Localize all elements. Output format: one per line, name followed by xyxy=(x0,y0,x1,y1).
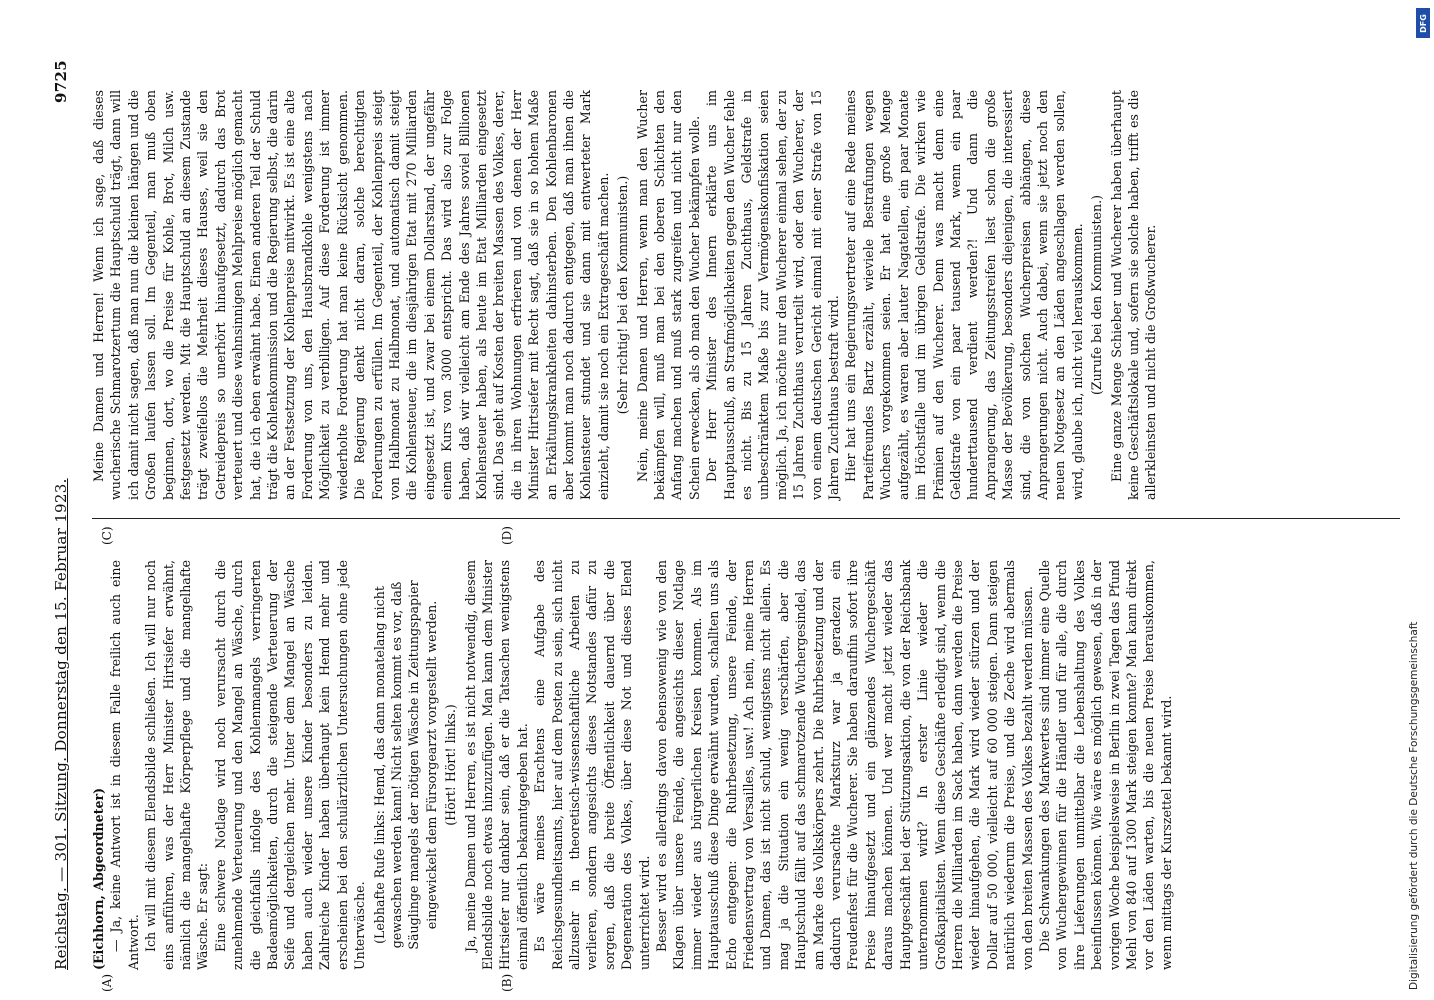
speaker-label: (Eichhorn, Abgeordneter) xyxy=(91,787,106,970)
paragraph: Nein, meine Damen und Herren, wenn man den Wucher bekämpfen will, muß man bei den oberen Schichten den Anfang machen und muß stark zugreifen und nicht nur den Schein erwecken, als ob man den Wucher bekämpfen wolle. xyxy=(634,90,702,500)
paragraph: Ja, meine Damen und Herren, es ist nicht notwendig, diesem Elendsbilde noch etwas hinzuzufügen. Man kann dem Minister Hirtsiefer nur dankbar sein, daß er die Tatsachen wenigstens einmal öffentlich bekanntgegeben hat. xyxy=(462,560,530,970)
dfg-logo: DFG xyxy=(1416,8,1430,38)
interjection: (Hört! Hört! links.) xyxy=(443,704,459,826)
paragraph: Meine Damen und Herren! Wenn ich sage, daß dieses wucherische Schmarotzertum die Hauptschuld trägt, dann will ich damit nicht sagen, daß man nun die kleinen hängen und die Großen laufen lassen soll. Im Gegenteil, man muß oben beginnen, dort, wo die Preise für Kohle, Brot, Milch usw. festgesetzt werden. Mit die Hauptschuld an diesem Zustande trägt zweifellos die Mehrheit dieses Hauses, weil sie den Getreidepreis so unerhört hinaufgesetzt, dadurch das Brot verteuert und diese wahnsinnigen Mehlpreise möglich gemacht hat, die ich eben erwähnt habe. Einen anderen Teil der Schuld trägt die Kohlenkommission und die Regierung selbst, die darin an der Festsetzung der Kohlenpreise mitwirkt. Es ist eine alte Forderung von uns, den Hausbrandkohle wenigstens nach Möglichkeit zu verbilligen. Auf diese Forderung ist immer wiederholte Forderung hat man keine Rücksicht genommen. Die Regierung denkt nicht daran, solche berechtigten Forderungen zu erfüllen. Im Gegenteil, der Kohlenpreis steigt von Halbmonat zu Halbmonat, und automatisch damit steigt die Kohlensteuer, die im diesjährigen Etat mit 270 Milliarden eingesetzt ist, und zwar bei einem Dollarstand, der ungefähr einem Kurs von 3000 entspricht. Das wird also zur Folge haben, daß wir vielleicht am Ende des Jahres soviel Billionen Kohlensteuer haben, als heute im Etat Milliarden eingesetzt sind. Das geht auf Kosten der breiten Massen des Volkes, derer, die in ihren Wohnungen erfrieren und von denen der Herr Minister Hirtsiefer mit Recht sagt, daß sie in so hohem Maße an Erkältungskrankheiten dahinsterben. Den Kohlenbaronen aber kommt man noch dadurch entgegen, daß man ihnen die Kohlensteuer stundet und sie dann mit entwerteter Mark einzieht, damit sie noch ein Extrageschäft machen. xyxy=(91,90,611,500)
interjection: (Sehr richtig! bei den Kommunisten.) xyxy=(615,175,631,415)
margin-marker-d: (D) xyxy=(500,526,514,545)
paragraph: Es wäre meines Erachtens eine Aufgabe des Reichsgesundheitsamts, hier auf dem Posten zu sein, sich nicht allzusehr in theoretisch-wissenschaftliche Arbeiten zu verlieren, sondern angesichts dieses Notstandes dafür zu sorgen, daß die breite Öffentlichkeit dauernd über die Degeneration des Volkes, über diese Not und dieses Elend unterrichtet wird. xyxy=(532,560,652,970)
paragraph: Besser wird es allerdings davon ebensowenig wie von den Klagen über unsere Feinde, die angesichts dieser Notlage immer wieder aus bürgerlichen Kreisen kommen. Als im Hauptausschuß diese Dinge erwähnt wurden, schallten uns als Echo entgegen: die Ruhrbesetzung, unsere Feinde, der Friedensvertrag von Versailles, usw.! Ach nein, meine Herren und Damen, das ist nicht schuld, wenigstens nicht allein. Es mag ja die Situation ein wenig verschärfen, aber die Hauptschuld fällt auf das schmarotzende Wuchergesindel, das am Marke des Volkskörpers zehrt. Die Ruhrbesetzung und der dadurch verursachte Marksturz war ja geradezu ein Freudenfest für die Wucherer. Sie haben daraufhin sofort ihre Preise hinaufgesetzt und ein glänzendes Wuchergeschäft daraus machen können. Und wer macht jetzt wieder das Hauptgeschäft bei der Stützungsaktion, die von der Reichsbank unternommen wird? In erster Linie wieder die Großkapitalisten. Wenn diese Geschäfte erledigt sind, wenn die Herren die Milliarden im Sack haben, dann werden die Preise wieder hinaufgehen, die Mark wird wieder stürzen und der Dollar auf 50 000, vielleicht auf 60 000 steigen. Dann steigen natürlich wiederum die Preise, und die Zeche wird abermals von den breiten Massen des Volkes bezahlt werden müssen. xyxy=(654,560,1035,970)
paragraph: — Ja, keine Antwort ist in diesem Falle freilich auch eine Antwort. xyxy=(108,560,141,970)
column-divider xyxy=(92,518,1400,519)
digitization-note: Digitalisierung gefördert durch die Deutsche Forschungsgemeinschaft xyxy=(1408,621,1420,990)
page-number: 9725 xyxy=(52,60,70,103)
margin-marker-b: (B) xyxy=(500,973,514,992)
running-title: Reichstag. — 301. Sitzung. Donnerstag den 15. Februar 1923. xyxy=(52,478,70,970)
left-text-column xyxy=(90,560,1402,970)
paragraph: Die Schwankungen des Markwertes sind immer eine Quelle von Wuchergewinnen für die Händler und für alle, die durch ihre Lieferungen unmittelbar die Lebenshaltung des Volkes beeinflussen können. Wie wäre es möglich gewesen, daß in der vorigen Woche beispielsweise in Berlin in zwei Tagen das Pfund Mehl von 840 auf 1300 Mark steigen konnte? Man kann direkt vor den Läden warten, bis die neuen Preise herauskommen, wenn mittags der Kurszettel bekannt wird. xyxy=(1036,560,1174,970)
paragraph: Der Herr Minister des Innern erklärte uns im Hauptausschuß, an Strafmöglichkeiten gegen den Wucher fehle es nicht. Bis zu 15 Jahren Zuchthaus, Geldstrafe in unbeschränktem Maße bis zur Vermögenskonfiskation seien möglich. Ja, ich möchte nur den Wucherer einmal sehen, der zu 15 Jahren Zuchthaus verurteilt wird, oder den Wucherer, der von einem deutschen Gericht einmal mit einer Strafe von 15 Jahren Zuchthaus bestraft wird. xyxy=(704,90,842,500)
margin-marker-c: (C) xyxy=(100,526,114,545)
paragraph: Hier hat uns ein Regierungsvertreter auf eine Rede meines Parteifreundes Bartz erzählt, wieviele Bestrafungen wegen Wuchers vorgekommen seien. Er hat eine große Menge aufgezählt, es waren aber lauter Nagatellen, ein paar Monate im Höchstfalle und im übrigen Geldstrafe. Die wirken wie Prämien auf den Wucherer. Denn was macht denn eine Geldstrafe von ein paar tausend Mark, wenn ein paar hunderttausend verdient werden?! Und dann die Anprangerung, das Zeitungsstreifen liest schon die große Masse der Bevölkerung, besonders diejenigen, die interessiert sind, die von solchen Wucherpreisen abhängen, diese Anprangerungen nicht. Auch dabei, wenn sie jetzt noch den neuen Notgesetz an den Läden angeschlagen werden sollen, wird, glaube ich, nicht viel herauskommen. xyxy=(843,90,1085,500)
paragraph: Ich will mit diesem Elendsbilde schließen. Ich will nur noch eins anführen, was der Herr Minister Hirtsiefer erwähnt, nämlich die mangelhafte Körperpflege und die mangelhafte Wäsche. Er sagt: xyxy=(143,560,211,970)
paragraph: Eine schwere Notlage wird noch verursacht durch die zunehmende Verteuerung und den Mangel an Wäsche, durch die gleichfalls infolge des Kohlenmangels verringerten Badeamöglichkeiten, durch die steigende Verteuerung der Seife und dergleichen mehr. Unter dem Mangel an Wäsche haben auch wieder unsere Kinder besonders zu leiden. Zahlreiche Kinder haben überhaupt kein Hemd mehr und erscheinen bei den schulärztlichen Untersuchungen ohne jede Unterwäsche. xyxy=(212,560,368,970)
rotated-document-page xyxy=(30,30,1410,990)
interjection: (Lebhafte Rufe links: Hemd, das dann monatelang nicht gewaschen werden kann! Nicht selten kommt es vor, daß Säuglinge mangels der nötigen Wäsche in Zeitungspapier eingewickelt dem Fürsorgearzt vorgestellt werden. xyxy=(371,580,439,950)
margin-marker-a: (A) xyxy=(100,973,114,992)
paragraph: Eine ganze Menge Schieber und Wucherer haben überhaupt keine Geschäftslokale und, sofern sie solche haben, trifft es die allerkleinsten und nicht die Großwucherer. xyxy=(1108,90,1159,500)
interjection: (Zurufe bei den Kommunisten.) xyxy=(1089,195,1105,395)
right-text-column xyxy=(90,90,1402,500)
page-header xyxy=(52,50,80,970)
